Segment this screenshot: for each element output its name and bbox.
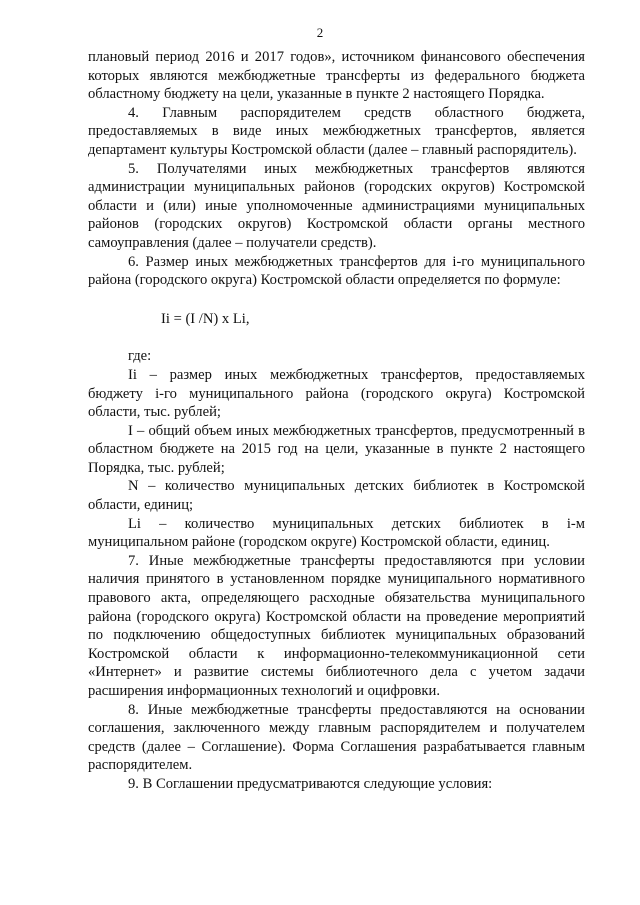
paragraph-continuation: плановый период 2016 и 2017 годов», источником финансового обеспечения которых являются межбюджетные трансферты из федерального бюджета областному бюджету на цели, указанные в пункте 2 настоящего Порядка. (88, 49, 585, 103)
formula: Ii = (I /N) x Li, (161, 310, 250, 327)
paragraph-6: 6. Размер иных межбюджетных трансфертов для i-го муниципального района (городского округа) Костромской области определяется по формуле: (88, 253, 585, 289)
document-body (88, 48, 585, 794)
definition-ii: Ii – размер иных межбюджетных трансфертов, предоставляемых бюджету i-го муниципального района (городского округа) Костромской области, тыс. рублей; (88, 366, 585, 421)
where-label: где: (128, 348, 152, 365)
paragraph-7: 7. Иные межбюджетные трансферты предоставляются при условии наличия принятого в установленном порядке муниципального нормативного правового акта, определяющего расходные обязательства муниципального района (городского округа) Костромской области на проведение мероприятий по подключению общедоступных библиотек муниципальных образований Костромской области к информационно-телекоммуникационной сети «Интернет» и развитие системы библиотечного дела с учетом задачи расширения информационных технологий и оцифровки. (88, 552, 585, 699)
page-number: 2 (316, 25, 324, 40)
paragraph-8: 8. Иные межбюджетные трансферты предоставляются на основании соглашения, заключенного между главным распорядителем и получателем средств (далее – Соглашение). Форма Соглашения разрабатывается главным распорядителем. (88, 701, 585, 774)
paragraph-9: 9. В Соглашении предусматриваются следующие условия: (128, 775, 493, 792)
definition-i: I – общий объем иных межбюджетных трансфертов, предусмотренный в областном бюджете на 2015 год на цели, указанные в пункте 2 настоящего Порядка, тыс. рублей; (88, 422, 585, 476)
definition-li: Li – количество муниципальных детских библиотек в i-м муниципальном районе (городском округе) Костромской области, единиц. (88, 515, 585, 551)
definition-n: N – количество муниципальных детских библиотек в Костромской области, единиц; (88, 478, 585, 514)
paragraph-4: 4. Главным распорядителем средств областного бюджета, предоставляемых в виде иных межбюджетных трансфертов, является департамент культуры Костромской области (далее – главный распорядитель). (88, 104, 585, 158)
paragraph-5: 5. Получателями иных межбюджетных трансфертов являются администрации муниципальных районов (городских округов) Костромской области и (или) иные уполномоченные администрациями муниципальных районов (городских округов) Костромской области органы местного самоуправления (далее – получатели средств). (88, 160, 585, 251)
